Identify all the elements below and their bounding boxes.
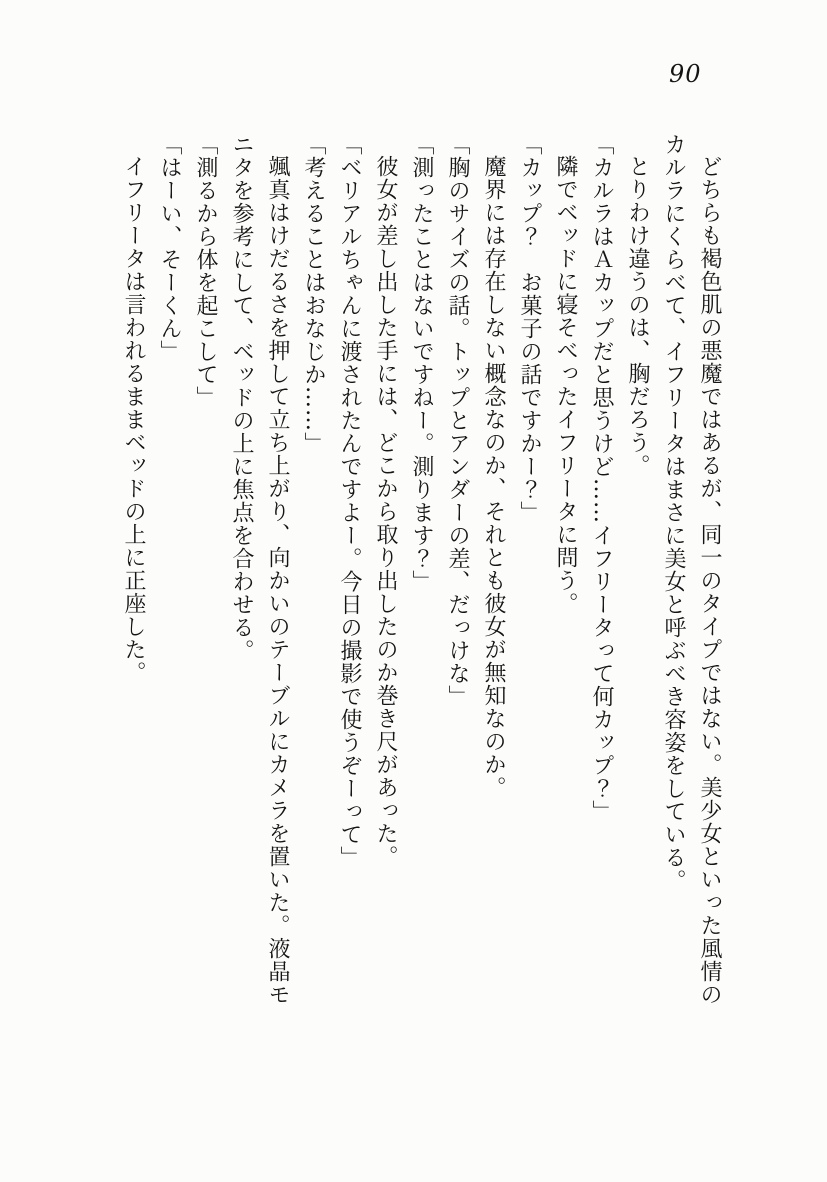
paragraph-narrative: どちらも褐色肌の悪魔ではあるが、同一のタイプではない。美少女といった風情のカルラにくらべて、イフリータはまさに美女と呼ぶべき容姿をしている。	[661, 133, 722, 1006]
paragraph-narrative: 魔界には存在しない概念なのか、それとも彼女が無知なのか。	[481, 155, 506, 799]
paragraph-narrative: イフリータは言われるままベッドの上に正座した。	[121, 155, 146, 684]
dialogue-line: 「ベリアルちゃんに渡されたんですよー。今日の撮影で使うぞーって」	[337, 133, 362, 869]
dialogue-line: 「胸のサイズの話。トップとアンダーの差、だっけな」	[445, 133, 470, 708]
paragraph-narrative: とりわけ違うのは、胸だろう。	[625, 155, 650, 477]
paragraph-narrative: 隣でベッドに寝そべったイフリータに問う。	[553, 155, 578, 615]
page-number: 90	[669, 60, 702, 88]
text-block	[115, 133, 727, 1019]
dialogue-line: 「はーい、そーくん」	[157, 133, 182, 363]
dialogue-line: 「カップ？ お菓子の話ですかー？」	[517, 133, 542, 524]
paragraph-narrative: 颯真はけだるさを押して立ち上がり、向かいのテーブルにカメラを置いた。液晶モニタを参考にして、ベッドの上に焦点を合わせる。	[229, 133, 290, 1006]
dialogue-line: 「考えることはおなじか……」	[301, 133, 326, 455]
dialogue-line: 「測ったことはないですねー。測ります？」	[409, 133, 434, 593]
dialogue-line: 「測るから体を起こして」	[193, 133, 218, 409]
dialogue-line: 「カルラはＡカップだと思うけど……イフリータって何カップ？」	[589, 133, 614, 823]
paragraph-narrative: 彼女が差し出した手には、どこから取り出したのか巻き尺があった。	[373, 155, 398, 868]
